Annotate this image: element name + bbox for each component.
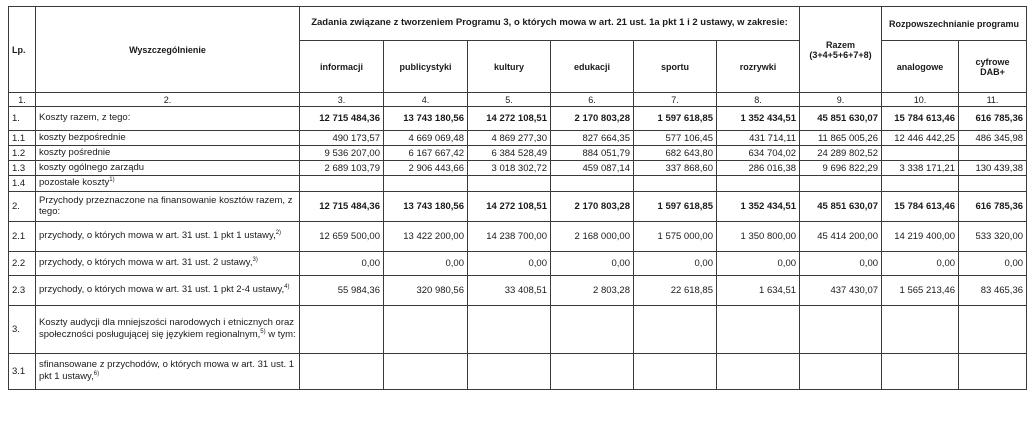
row-value bbox=[717, 354, 800, 390]
row-lp: 3. bbox=[9, 306, 36, 354]
row-lp: 1.1 bbox=[9, 131, 36, 146]
footnote-marker: 1) bbox=[109, 177, 115, 184]
row-value: 3 338 171,21 bbox=[882, 161, 959, 176]
row-value: 2 170 803,28 bbox=[551, 107, 634, 131]
row-value bbox=[959, 306, 1027, 354]
header-sub-sportu: sportu bbox=[634, 41, 717, 93]
row-value: 2 168 000,00 bbox=[551, 222, 634, 252]
row-lp: 2. bbox=[9, 192, 36, 222]
row-description bbox=[36, 252, 300, 276]
row-value: 320 980,56 bbox=[384, 276, 468, 306]
row-description-text: pozostałe koszty bbox=[39, 177, 110, 189]
row-value bbox=[882, 306, 959, 354]
row-value bbox=[882, 354, 959, 390]
col-number: 10. bbox=[882, 93, 959, 107]
row-description-tail: w tym: bbox=[265, 329, 296, 341]
row-value: 1 597 618,85 bbox=[634, 107, 717, 131]
row-description-text: Koszty razem, z tego: bbox=[39, 112, 131, 124]
row-value: 1 565 213,46 bbox=[882, 276, 959, 306]
row-value: 337 868,60 bbox=[634, 161, 717, 176]
footnote-marker: 3) bbox=[252, 257, 258, 264]
row-value: 22 618,85 bbox=[634, 276, 717, 306]
row-value: 45 414 200,00 bbox=[800, 222, 882, 252]
row-value: 0,00 bbox=[717, 252, 800, 276]
row-value: 486 345,98 bbox=[959, 131, 1027, 146]
row-value: 4 669 069,48 bbox=[384, 131, 468, 146]
row-value: 2 170 803,28 bbox=[551, 192, 634, 222]
row-value: 15 784 613,46 bbox=[882, 107, 959, 131]
header-sub-rozrywki: rozrywki bbox=[717, 41, 800, 93]
row-value: 13 743 180,56 bbox=[384, 107, 468, 131]
row-value: 616 785,36 bbox=[959, 107, 1027, 131]
row-value: 2 803,28 bbox=[551, 276, 634, 306]
row-value: 0,00 bbox=[551, 252, 634, 276]
table-row bbox=[9, 354, 1027, 390]
row-value bbox=[551, 354, 634, 390]
row-value bbox=[468, 354, 551, 390]
row-value: 1 597 618,85 bbox=[634, 192, 717, 222]
row-description-text: przychody, o których mowa w art. 31 ust. 1 pkt 2-4 ustawy, bbox=[39, 284, 285, 296]
row-value bbox=[882, 176, 959, 192]
row-value: 577 106,45 bbox=[634, 131, 717, 146]
row-value: 1 352 434,51 bbox=[717, 192, 800, 222]
row-value: 6 384 528,49 bbox=[468, 146, 551, 161]
footnote-marker: 4) bbox=[284, 284, 290, 291]
row-description-text: koszty bezpośrednie bbox=[39, 131, 126, 143]
header-dist-cyfrowe: cyfrowe DAB+ bbox=[959, 41, 1027, 93]
row-value: 682 643,80 bbox=[634, 146, 717, 161]
row-value: 45 851 630,07 bbox=[800, 192, 882, 222]
row-description bbox=[36, 107, 300, 131]
table-row bbox=[9, 146, 1027, 161]
row-value bbox=[634, 354, 717, 390]
footnote-marker: 6) bbox=[93, 370, 100, 377]
row-value: 13 422 200,00 bbox=[384, 222, 468, 252]
col-number: 2. bbox=[36, 93, 300, 107]
row-description-text: Przychody przeznaczone na finansowanie kosztów razem, z tego: bbox=[39, 194, 293, 217]
row-description bbox=[36, 176, 300, 192]
header-sub-kultury: kultury bbox=[468, 41, 551, 93]
table-row bbox=[9, 176, 1027, 192]
row-value: 0,00 bbox=[800, 252, 882, 276]
row-lp: 2.3 bbox=[9, 276, 36, 306]
row-value: 14 238 700,00 bbox=[468, 222, 551, 252]
row-value: 24 289 802,52 bbox=[800, 146, 882, 161]
header-distribution: Rozpowszechnianie programu bbox=[882, 7, 1027, 41]
row-value: 0,00 bbox=[634, 252, 717, 276]
row-description-text: Koszty audycji dla mniejszości narodowych i etnicznych oraz społeczności posługującej się językiem regionalnym, bbox=[39, 317, 295, 341]
header-row-top bbox=[9, 7, 1027, 41]
col-number: 6. bbox=[551, 93, 634, 107]
row-value: 9 696 822,29 bbox=[800, 161, 882, 176]
col-number: 7. bbox=[634, 93, 717, 107]
row-value: 12 715 484,36 bbox=[300, 107, 384, 131]
row-value bbox=[882, 146, 959, 161]
row-value bbox=[300, 354, 384, 390]
row-value: 11 865 005,26 bbox=[800, 131, 882, 146]
row-description bbox=[36, 222, 300, 252]
row-value: 14 272 108,51 bbox=[468, 192, 551, 222]
row-value bbox=[634, 306, 717, 354]
row-value: 459 087,14 bbox=[551, 161, 634, 176]
row-value bbox=[468, 176, 551, 192]
row-lp: 1.2 bbox=[9, 146, 36, 161]
row-value: 130 439,38 bbox=[959, 161, 1027, 176]
row-value: 1 352 434,51 bbox=[717, 107, 800, 131]
col-number: 9. bbox=[800, 93, 882, 107]
row-value: 45 851 630,07 bbox=[800, 107, 882, 131]
row-value: 286 016,38 bbox=[717, 161, 800, 176]
row-value: 884 051,79 bbox=[551, 146, 634, 161]
table-row bbox=[9, 131, 1027, 146]
row-value: 15 784 613,46 bbox=[882, 192, 959, 222]
row-description bbox=[36, 192, 300, 222]
row-lp: 1.3 bbox=[9, 161, 36, 176]
row-value: 0,00 bbox=[384, 252, 468, 276]
header-lp: Lp. bbox=[9, 7, 36, 93]
header-dist-analogowe: analogowe bbox=[882, 41, 959, 93]
row-value: 3 018 302,72 bbox=[468, 161, 551, 176]
header-sub-informacji: informacji bbox=[300, 41, 384, 93]
header-sub-publicystyki: publicystyki bbox=[384, 41, 468, 93]
row-value bbox=[634, 176, 717, 192]
row-value bbox=[384, 306, 468, 354]
row-value: 0,00 bbox=[882, 252, 959, 276]
header-description: Wyszczególnienie bbox=[36, 7, 300, 93]
row-lp: 1. bbox=[9, 107, 36, 131]
table-row bbox=[9, 276, 1027, 306]
row-value bbox=[300, 176, 384, 192]
row-value bbox=[717, 176, 800, 192]
table-row bbox=[9, 306, 1027, 354]
row-value bbox=[300, 306, 384, 354]
row-value: 533 320,00 bbox=[959, 222, 1027, 252]
row-value: 13 743 180,56 bbox=[384, 192, 468, 222]
table-body bbox=[9, 107, 1027, 390]
row-value: 490 173,57 bbox=[300, 131, 384, 146]
row-value: 9 536 207,00 bbox=[300, 146, 384, 161]
row-lp: 3.1 bbox=[9, 354, 36, 390]
row-value bbox=[384, 176, 468, 192]
row-value: 14 219 400,00 bbox=[882, 222, 959, 252]
row-description bbox=[36, 161, 300, 176]
footnote-marker: 5) bbox=[260, 328, 266, 335]
row-value: 6 167 667,42 bbox=[384, 146, 468, 161]
row-value bbox=[551, 306, 634, 354]
col-number: 11. bbox=[959, 93, 1027, 107]
table-row bbox=[9, 161, 1027, 176]
row-lp: 2.1 bbox=[9, 222, 36, 252]
row-value bbox=[959, 354, 1027, 390]
row-description bbox=[36, 306, 300, 354]
row-value: 12 659 500,00 bbox=[300, 222, 384, 252]
header-group-title: Zadania związane z tworzeniem Programu 3, o których mowa w art. 21 ust. 1a pkt 1 i 2 ustawy, w zakresie: bbox=[300, 7, 800, 41]
row-description-text: przychody, o których mowa w art. 31 ust. 2 ustawy, bbox=[39, 257, 253, 269]
row-value: 431 714,11 bbox=[717, 131, 800, 146]
col-number: 8. bbox=[717, 93, 800, 107]
col-number: 4. bbox=[384, 93, 468, 107]
row-value: 1 350 800,00 bbox=[717, 222, 800, 252]
row-value: 0,00 bbox=[959, 252, 1027, 276]
row-value bbox=[717, 306, 800, 354]
row-value: 634 704,02 bbox=[717, 146, 800, 161]
row-value: 1 634,51 bbox=[717, 276, 800, 306]
row-value: 33 408,51 bbox=[468, 276, 551, 306]
costs-table-wrapper bbox=[8, 6, 1026, 390]
col-number: 5. bbox=[468, 93, 551, 107]
table-row bbox=[9, 192, 1027, 222]
row-value: 12 446 442,25 bbox=[882, 131, 959, 146]
row-description-text: sfinansowane z przychodów, o których mowa w art. 31 ust. 1 pkt 1 ustawy, bbox=[39, 359, 295, 383]
row-value: 83 465,36 bbox=[959, 276, 1027, 306]
table-row bbox=[9, 222, 1027, 252]
row-description-text: koszty pośrednie bbox=[39, 146, 111, 158]
row-value: 0,00 bbox=[468, 252, 551, 276]
header-total: Razem (3+4+5+6+7+8) bbox=[800, 7, 882, 93]
row-description bbox=[36, 276, 300, 306]
row-value bbox=[384, 354, 468, 390]
row-value bbox=[551, 176, 634, 192]
row-value: 55 984,36 bbox=[300, 276, 384, 306]
row-value bbox=[800, 176, 882, 192]
row-value: 2 689 103,79 bbox=[300, 161, 384, 176]
costs-table bbox=[8, 6, 1027, 390]
row-lp: 1.4 bbox=[9, 176, 36, 192]
row-description bbox=[36, 354, 300, 390]
row-description-text: przychody, o których mowa w art. 31 ust. 1 pkt 1 ustawy, bbox=[39, 230, 276, 242]
row-value: 14 272 108,51 bbox=[468, 107, 551, 131]
row-value: 4 869 277,30 bbox=[468, 131, 551, 146]
row-value bbox=[800, 306, 882, 354]
row-value bbox=[959, 176, 1027, 192]
col-number: 3. bbox=[300, 93, 384, 107]
row-value: 0,00 bbox=[300, 252, 384, 276]
row-value: 827 664,35 bbox=[551, 131, 634, 146]
row-value bbox=[468, 306, 551, 354]
row-value: 616 785,36 bbox=[959, 192, 1027, 222]
row-value bbox=[959, 146, 1027, 161]
col-number: 1. bbox=[9, 93, 36, 107]
row-description-text: koszty ogólnego zarządu bbox=[39, 161, 145, 173]
header-sub-edukacji: edukacji bbox=[551, 41, 634, 93]
row-value: 12 715 484,36 bbox=[300, 192, 384, 222]
row-value: 437 430,07 bbox=[800, 276, 882, 306]
row-description bbox=[36, 146, 300, 161]
row-description bbox=[36, 131, 300, 146]
row-lp: 2.2 bbox=[9, 252, 36, 276]
row-value: 2 906 443,66 bbox=[384, 161, 468, 176]
row-value bbox=[800, 354, 882, 390]
column-number-row bbox=[9, 93, 1027, 107]
footnote-marker: 2) bbox=[275, 230, 282, 237]
table-row bbox=[9, 252, 1027, 276]
row-value: 1 575 000,00 bbox=[634, 222, 717, 252]
table-row bbox=[9, 107, 1027, 131]
